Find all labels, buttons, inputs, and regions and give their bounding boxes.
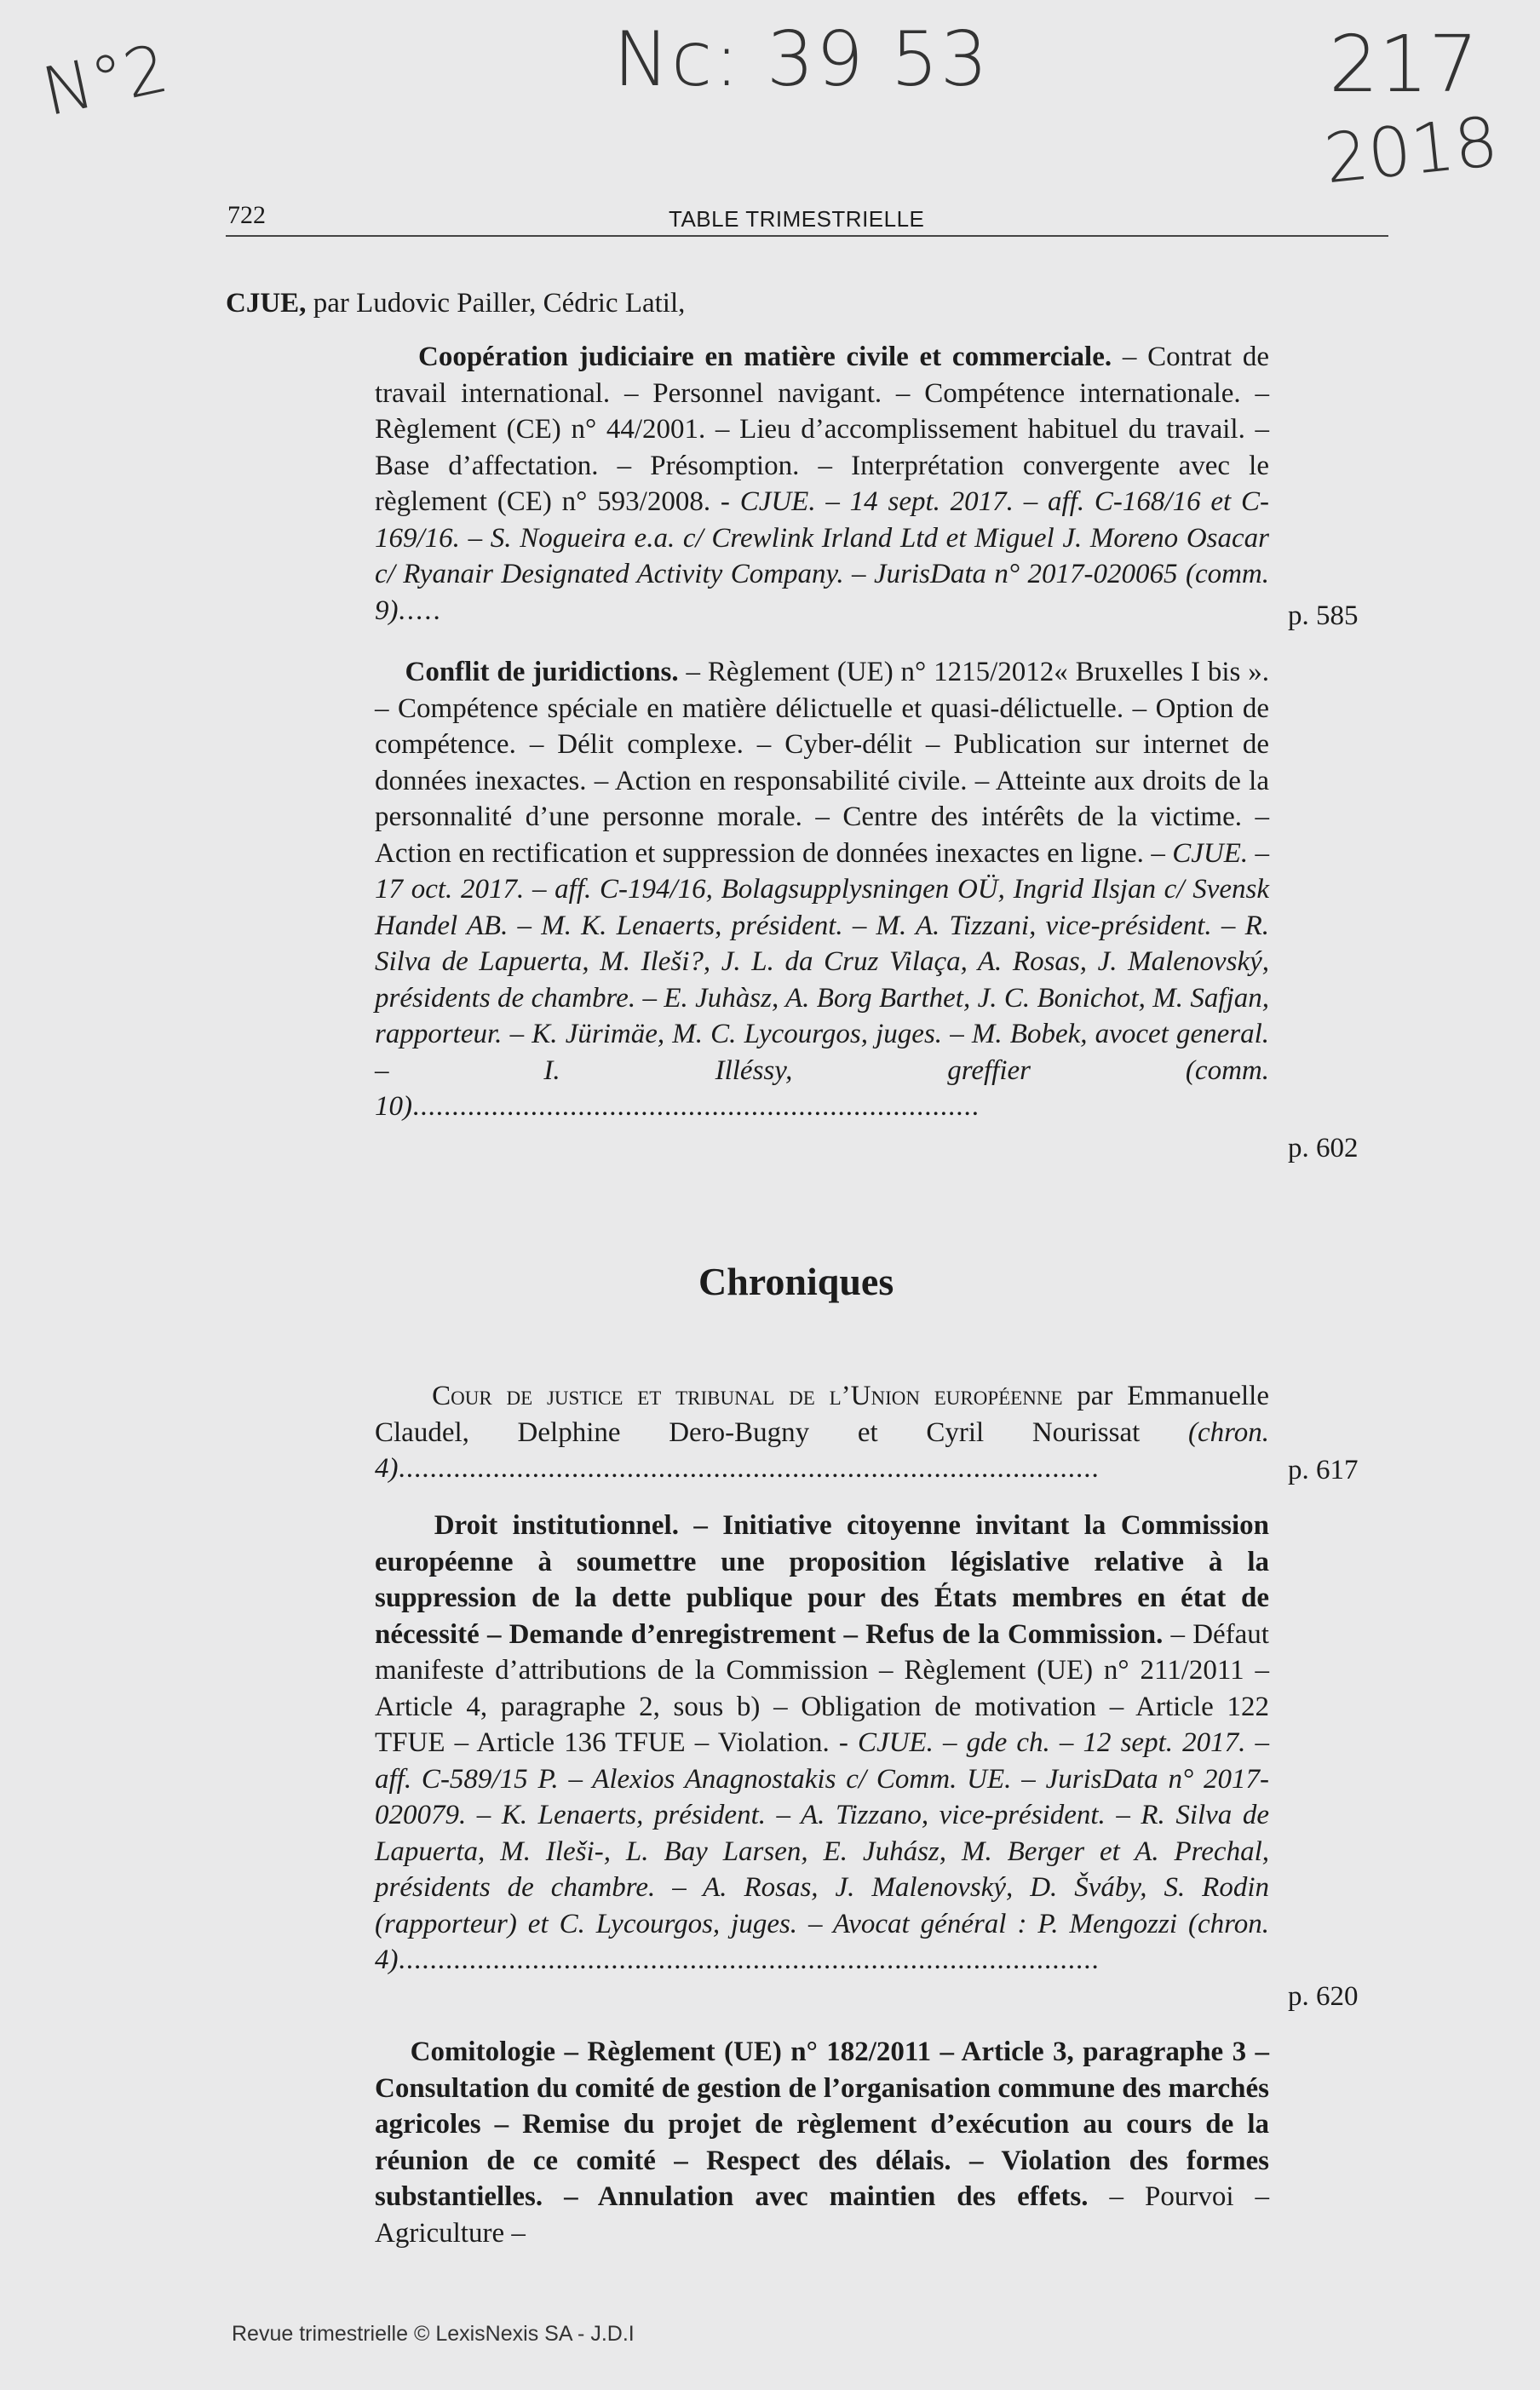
entry-keywords: – Règlement (UE) n° 1215/2012« Bruxelles I bis ». – Compétence spéciale en matière délictuelle et quasi-délictuelle. – Option de compétence. – Délit complexe. – Cyber-délit – Publication sur internet de données inexactes. – Action en responsabilité civile. – Atteinte aux droits de la personnalité d’une personne morale. – Centre des intérêts de la victime. – Action en rectification et suppression de données inexactes en ligne. – [375,657,1269,869]
entry-citation: CJUE. – 17 oct. 2017. – aff. C-194/16, Bolagsupplysningen OÜ, Ingrid Ilsjan c/ Svensk Handel AB. – M. K. Lenaerts, président. – M. A. Tizzani, vice-président. – R. Silva de Lapuerta, M. Ileši?, J. L. da Cruz Vilaça, A. Rosas, J. Malenovský, présidents de chambre. – E. Juhàsz, A. Borg Barthet, J. C. Bonichot, M. Safjan, rapporteur. – K. Jürimäe, M. C. Lycourgos, juges. – M. Bobek, avocet general. – I. Illéssy, greffier (comm. 10) [375,837,1269,1122]
entry-subject: Droit institutionnel. – Initiative citoyenne invitant la Commission européenne à soumettre une proposition législative relative à la suppression de la dette publique pour des États membres en état de nécessité – Demande d’enregistrement – Refus de la Commission. [375,1510,1270,1650]
cjue-label: CJUE, [226,288,307,319]
cjue-section-heading [226,285,685,322]
page-header [226,201,1388,237]
index-entry: Coopération judiciaire en matière civile et commerciale. – Contrat de travail international. – Personnel navigant. – Compétence internationale. – Règlement (CE) n° 44/2001. – Lieu d’accomplissement habituel du travail. – Base d’affectation. – Présomption. – Interprétation convergente avec le règlement (CE) n° 593/2008. - CJUE. – 14 sept. 2017. – aff. C-168/16 et C-169/16. – S. Nogueira e.a. c/ Crewlink Irland Ltd et Miguel J. Moreno Osacar c/ Ryanair Designated Activity Company. – JurisData n° 2017-020065 (comm. 9)..... [375,342,1269,626]
entry-page-ref: p. 620 [1288,1981,1359,2012]
section-title: Chroniques [698,1260,894,1303]
running-title: TABLE TRIMESTRIELLE [669,206,925,232]
entry-subject: Conflit de juridictions. [405,657,679,687]
cjue-authors: par Ludovic Pailler, Cédric Latil, [313,288,686,319]
entry-citation: CJUE. – gde ch. – 12 sept. 2017. – aff. C-589/15 P. – Alexios Anagnostakis c/ Comm. UE. – JurisData n° 2017-020079. – K. Lenaerts, président. – A. Tizzano, vice-président. – R. Silva de Lapuerta, M. Ileši-, L. Bay Larsen, E. Juhász, M. Berger et A. Prechal, présidents de chambre. – A. Rosas, J. Malenovský, D. Šváby, S. Rodin (rapporteur) et C. Lycourgos, juges. – Avocat général : P. Mengozzi (chron. 4) [375,1727,1269,1975]
entry-keywords: – Contrat de travail international. – Personnel navigant. – Compétence internationale. – Règlement (CE) n° 44/2001. – Lieu d’accomplissement habituel du travail. – Base d’affectation. – Présomption. – Interprétation convergente avec le règlement (CE) n° 593/2008. - [375,342,1269,517]
index-entry: Droit institutionnel. – Initiative citoyenne invitant la Commission européenne à soumettre une proposition législative relative à la suppression de la dette publique pour des États membres en état de nécessité – Demande d’enregistrement – Refus de la Commission. – Défaut manifeste d’attributions de la Commission – Règlement (UE) n° 211/2011 – Article 4, paragraphe 2, sous b) – Obligation de motivation – Article 122 TFUE – Article 136 TFUE – Violation. - CJUE. – gde ch. – 12 sept. 2017. – aff. C-589/15 P. – Alexios Anagnostakis c/ Comm. UE. – JurisData n° 2017-020079. – K. Lenaerts, président. – A. Tizzano, vice-président. – R. Silva de Lapuerta, M. Ileši-, L. Bay Larsen, E. Juhász, M. Berger et A. Prechal, présidents de chambre. – A. Rosas, J. Malenovský, D. Šváby, S. Rodin (rapporteur) et C. Lycourgos, juges. – Avocat général : P. Mengozzi (chron. 4)......................................................................................... [375,1510,1270,1975]
entry-page-ref: p. 602 [1288,1133,1359,1163]
entry-page-ref: p. 617 [1288,1455,1359,1485]
handwritten-number-label: N°2 [36,30,175,132]
entry-keywords: – Défaut manifeste d’attributions de la Commission – Règlement (UE) n° 211/2011 – Article 4, paragraphe 2, sous b) – Obligation de motivation – Article 122 TFUE – Article 136 TFUE – Violation. - [375,1618,1269,1758]
index-entry: Conflit de juridictions. – Règlement (UE) n° 1215/2012« Bruxelles I bis ». – Compétence spéciale en matière délictuelle et quasi-délictuelle. – Option de compétence. – Délit complexe. – Cyber-délit – Publication sur internet de données inexactes. – Action en responsabilité civile. – Atteinte aux droits de la personnalité d’une personne morale. – Centre des intérêts de la victime. – Action en rectification et suppression de données inexactes en ligne. – CJUE. – 17 oct. 2017. – aff. C-194/16, Bolagsupplysningen OÜ, Ingrid Ilsjan c/ Svensk Handel AB. – M. K. Lenaerts, président. – M. A. Tizzani, vice-président. – R. Silva de Lapuerta, M. Ileši?, J. L. da Cruz Vilaça, A. Rosas, J. Malenovský, présidents de chambre. – E. Juhàsz, A. Borg Barthet, J. C. Bonichot, M. Safjan, rapporteur. – K. Jürimäe, M. C. Lycourgos, juges. – M. Bobek, avocet general. – I. Illéssy, greffier (comm. 10)........................................................................ [375,657,1269,1122]
entry-citation: CJUE. – 14 sept. 2017. – aff. C-168/16 et C-169/16. – S. Nogueira e.a. c/ Crewlink Irland Ltd et Miguel J. Moreno Osacar c/ Ryanair Designated Activity Company. – JurisData n° 2017-020065 (comm. 9) [375,486,1269,626]
page-number: 722 [227,201,266,229]
page-footer: Revue trimestrielle © LexisNexis SA - J.D.I [232,2322,635,2346]
entry-subject: Coopération judiciaire en matière civile et commerciale. [417,342,1112,372]
court-chron-ref: (chron. 4) [375,1416,1269,1484]
handwritten-nc-code: Nc: 39 53 [613,15,990,103]
index-entry [375,2034,1269,2251]
entry-subject: Comitologie – Règlement (UE) n° 182/2011 – Article 3, paragraphe 3 – Consultation du comité de gestion de l’organisation commune des marchés agricoles – Remise du projet de règlement d’exécution au cours de la réunion de ce comité – Respect des délais. – Violation des formes substantielles. – Annulation avec maintien des effets. [375,2037,1270,2212]
handwritten-issue-number: 217 [1329,19,1479,110]
court-title: Cour de justice et tribunal de l’Union européenne [432,1381,1063,1411]
entry-page-ref: p. 585 [1288,600,1359,631]
chronicle-heading: Cour de justice et tribunal de l’Union européenne par Emmanuelle Claudel, Delphine Dero-Bugny et Cyril Nourissat (chron. 4)......................................................................................... [375,1381,1269,1484]
handwritten-year: 2018 [1320,101,1502,199]
entry-keywords: – Pourvoi – Agriculture – [375,2181,1269,2249]
court-authors: par Emmanuelle Claudel, Delphine Dero-Bugny et Cyril Nourissat [375,1381,1269,1448]
